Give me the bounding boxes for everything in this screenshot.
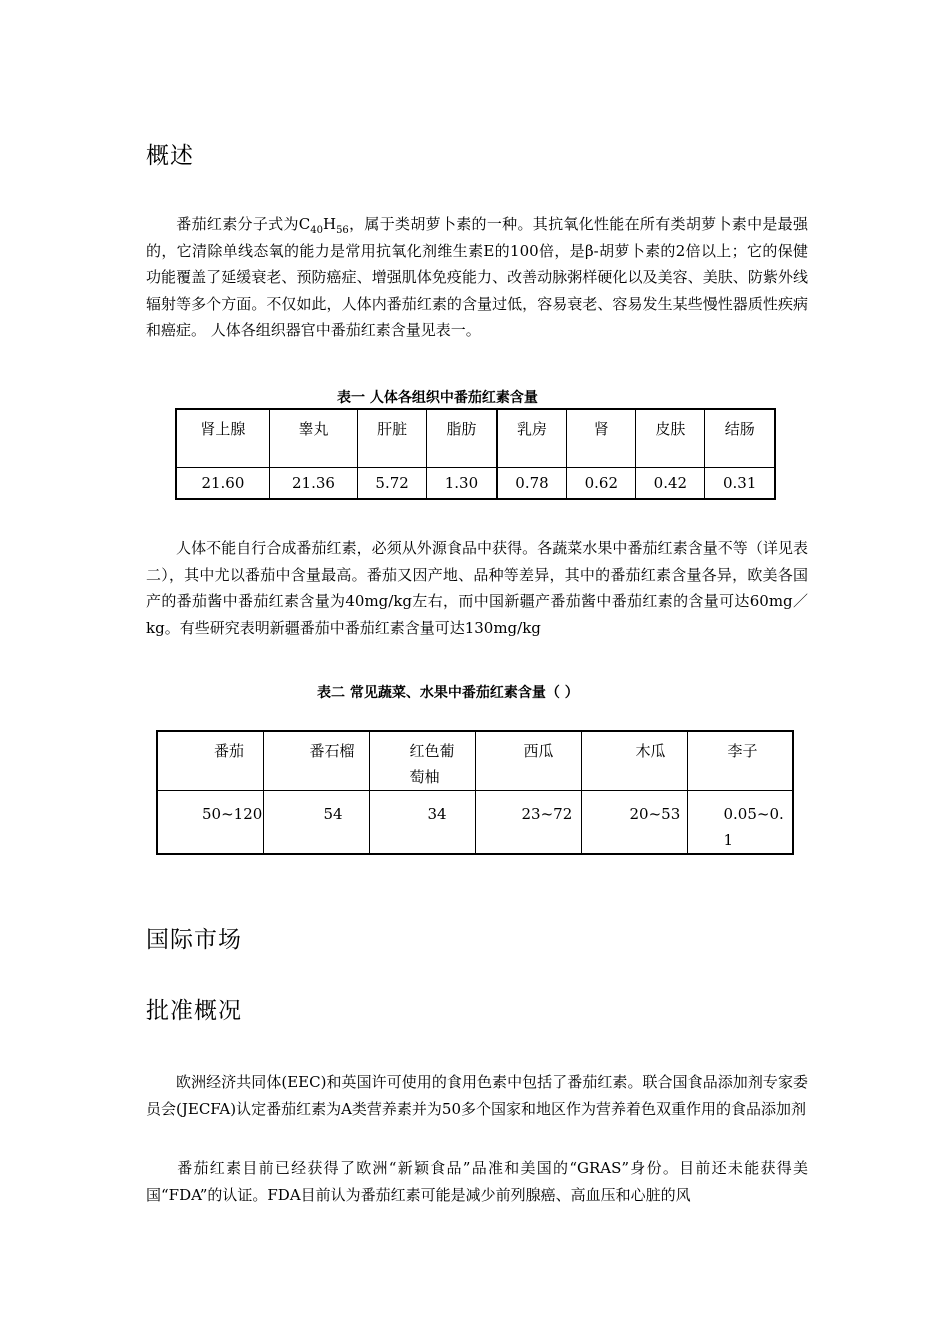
table-header-cell: 脂肪: [427, 409, 497, 467]
table-human-tissue-lycopene: [175, 408, 776, 500]
table-cell: 21.60: [176, 467, 269, 499]
table-cell: 34: [369, 791, 475, 855]
table-cell: 21.36: [269, 467, 357, 499]
paragraph-lycopene-intro: 番茄红素分子式为$C_{40}H_{56}$，属于类胡萝卜素的一种。其抗氧化性能在所有类胡萝卜素中是最强的，它清除单线态氧的能力是常用抗氧化剂维生素E的100倍，是β-胡萝卜素的2倍以上；它的保健功能覆盖了延缓衰老、预防癌症、增强肌体免疫能力、改善动脉粥样硬化以及美容、美肤、防紫外线辐射等多个方面。不仅如此，人体内番茄红素的含量过低，容易衰老、容易发生某些慢性器质性疾病和癌症。 人体各组织器官中番茄红素含量见表一。: [146, 215, 808, 339]
table-header-cell: 木瓜: [581, 731, 687, 791]
table-cell: 0.62: [567, 467, 636, 499]
table2-caption: 表二 常见蔬菜、水果中番茄红素含量（ ）: [317, 685, 579, 701]
table-row: [176, 467, 775, 499]
paragraph-dietary-sources: 人体不能自行合成番茄红素，必须从外源食品中获得。各蔬菜水果中番茄红素含量不等（详见表二），其中尤以番茄中含量最高。番茄又因产地、品种等差异，其中的番茄红素含量各异，欧美各国产的番茄酱中番茄红素含量为40mg/kg左右，而中国新疆产番茄酱中番茄红素的含量可达60mg／kg。有些研究表明新疆番茄中番茄红素含量可达130mg/kg: [146, 539, 808, 637]
table-header-cell: 肾: [567, 409, 636, 467]
table-fruit-vegetable-lycopene: [156, 730, 794, 855]
table-cell: 0.05~0.1: [687, 791, 793, 855]
section-heading-international-market: 国际市场: [146, 927, 242, 953]
table-cell: 0.31: [705, 467, 775, 499]
table-cell: 23~72: [475, 791, 581, 855]
table-header-cell: 皮肤: [636, 409, 705, 467]
table-cell: 50~120: [157, 791, 263, 855]
table-header-cell: 番茄: [157, 731, 263, 791]
table-header-row: [157, 731, 793, 791]
table-cell: 1.30: [427, 467, 497, 499]
table-cell: 0.78: [497, 467, 567, 499]
table1-caption: 表一 人体各组织中番茄红素含量: [337, 390, 538, 406]
table-header-cell: 西瓜: [475, 731, 581, 791]
paragraph-eec-approval: 欧洲经济共同体(EEC)和英国许可使用的食用色素中包括了番茄红素。联合国食品添加剂专家委员会(JECFA)认定番茄红素为A类营养素并为50多个国家和地区作为营养着色双重作用的食品添加剂: [146, 1073, 808, 1118]
table-cell: 20~53: [581, 791, 687, 855]
section-heading-overview: 概述: [146, 143, 194, 169]
table-cell: 54: [263, 791, 369, 855]
table-cell: 5.72: [358, 467, 427, 499]
table-header-cell: 红色葡萄柚: [369, 731, 475, 791]
table-header-cell: 乳房: [497, 409, 567, 467]
table-header-row: [176, 409, 775, 467]
table-header-cell: 睾丸: [269, 409, 357, 467]
table-cell: 0.42: [636, 467, 705, 499]
table-header-cell: 李子: [687, 731, 793, 791]
table-row: [157, 791, 793, 855]
table-header-cell: 番石榴: [263, 731, 369, 791]
table-header-cell: 肾上腺: [176, 409, 269, 467]
paragraph-gras-status: 番茄红素目前已经获得了欧洲“新颖食品”品准和美国的“GRAS”身份。目前还未能获得美国“FDA”的认证。FDA目前认为番茄红素可能是减少前列腺癌、高血压和心脏的风: [146, 1159, 808, 1204]
table-header-cell: 结肠: [705, 409, 775, 467]
section-heading-approval-status: 批准概况: [146, 998, 242, 1024]
table-header-cell: 肝脏: [358, 409, 427, 467]
